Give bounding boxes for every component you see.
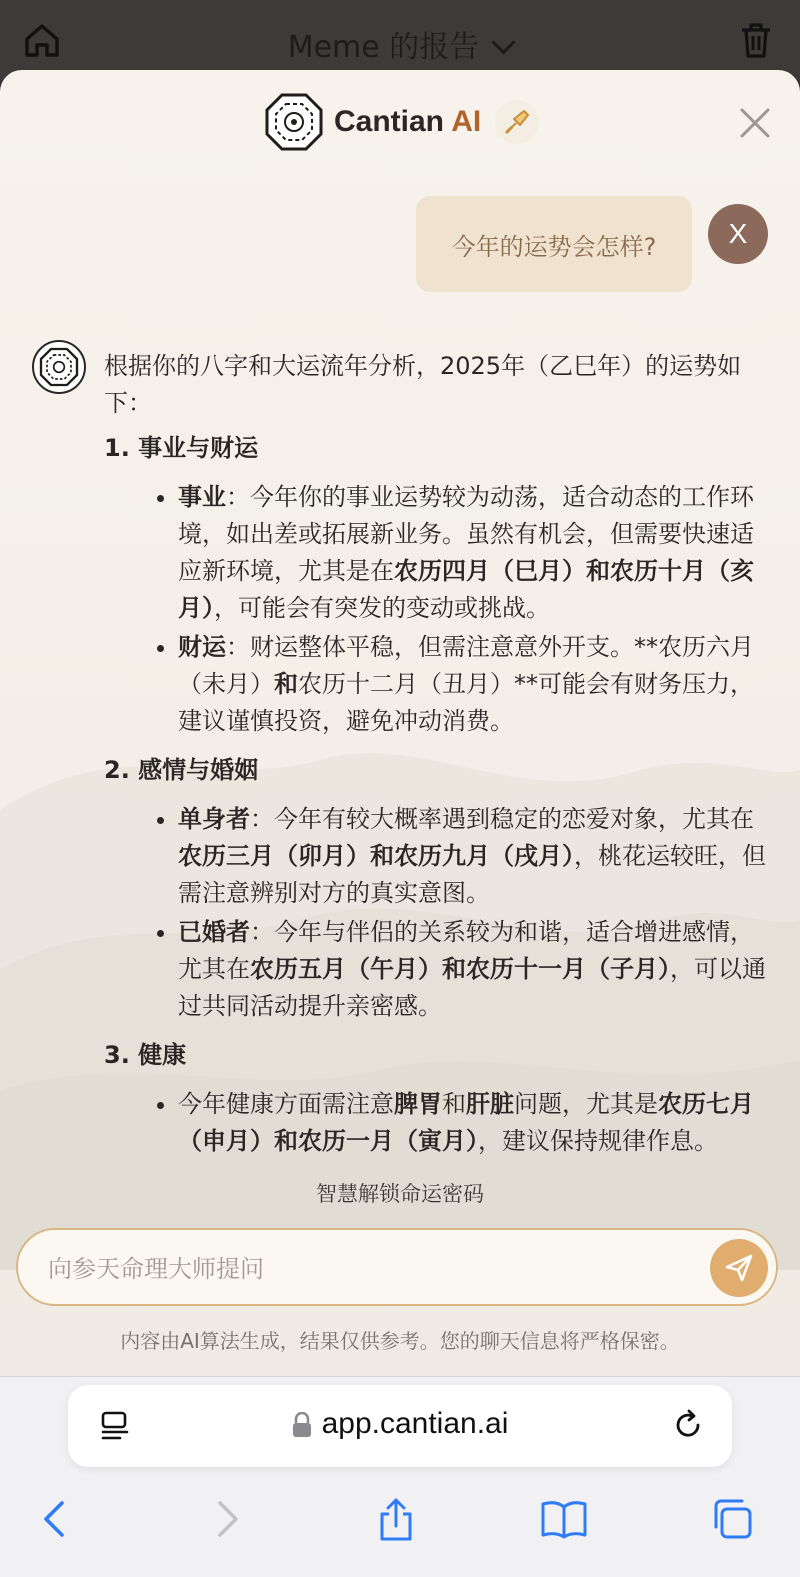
- brush-icon[interactable]: [495, 100, 539, 144]
- answer-bullet-list: [104, 801, 768, 1025]
- answer-intro: 根据你的八字和大运流年分析，2025年（乙巳年）的运势如下：: [104, 352, 742, 417]
- close-icon[interactable]: [738, 106, 772, 140]
- answer-section-heading: 1. 事业与财运: [104, 434, 259, 462]
- message-composer: [16, 1228, 778, 1306]
- answer-emphasis: 农历四月（巳月）和农历十月（亥月）: [178, 557, 754, 622]
- browser-toolbar: [0, 1376, 800, 1577]
- answer-text: ：今年与伴侣的关系较为和谐，适合增进感情，尤其在: [178, 918, 754, 983]
- url-text: app.cantian.ai: [321, 1407, 509, 1440]
- bookmarks-button[interactable]: [536, 1491, 592, 1547]
- report-title: Meme 的报告: [287, 30, 480, 65]
- answer-section-heading: 3. 健康: [104, 1041, 187, 1069]
- answer-bullet: [178, 479, 768, 627]
- answer-bullet: [178, 1086, 768, 1160]
- chevron-left-icon: [38, 1499, 70, 1539]
- answer-emphasis: 农历三月（卯月）和农历九月（戌月）: [178, 842, 574, 870]
- answer-bullet: [178, 629, 768, 740]
- answer-text: 农历十二月（丑月）**可能会有财务压力，建议谨慎投资，避免冲动消费。: [178, 670, 754, 735]
- assistant-avatar: [32, 340, 86, 394]
- answer-section-heading: 2. 感情与婚姻: [104, 756, 259, 784]
- share-icon: [376, 1496, 416, 1542]
- brand-suffix: AI: [451, 105, 482, 138]
- answer-text: ：今年有较大概率遇到稳定的恋爱对象，尤其在: [250, 805, 754, 833]
- chevron-right-icon: [212, 1499, 244, 1539]
- answer-text: ：今年你的事业运势较为动荡，适合动态的工作环境，如出差或拓展新业务。虽然有机会，但需要快速适应新环境，尤其是在: [178, 483, 754, 585]
- answer-text: ：财运整体平稳，但需注意意外开支。**农历六月（未月）: [178, 633, 754, 698]
- user-avatar[interactable]: [708, 204, 768, 264]
- user-message-bubble: [416, 196, 692, 292]
- brand-header: [264, 92, 539, 152]
- answer-emphasis: 财运: [178, 633, 226, 661]
- reload-icon[interactable]: [670, 1407, 706, 1443]
- share-button[interactable]: [368, 1491, 424, 1547]
- trash-icon[interactable]: [736, 20, 776, 60]
- assistant-answer: [104, 348, 768, 1164]
- url-display: [68, 1407, 732, 1441]
- answer-emphasis: 已婚者: [178, 918, 250, 946]
- answer-bullet-list: [104, 479, 768, 740]
- answer-text: ，可以通过共同活动提升亲密感。: [178, 955, 766, 1020]
- answer-emphasis: 肝脏: [466, 1090, 514, 1118]
- tabs-icon: [710, 1497, 754, 1541]
- answer-emphasis: 农历七月（申月）和农历一月（寅月）: [178, 1090, 754, 1155]
- answer-text: 和: [442, 1090, 466, 1118]
- app-header: [0, 0, 800, 80]
- avatar-letter: X: [728, 218, 748, 249]
- answer-emphasis: 农历五月（午月）和农历十一月（子月）: [250, 955, 670, 983]
- question-input[interactable]: [46, 1248, 690, 1290]
- brand-name: Cantian AI: [334, 105, 482, 138]
- answer-bullet-list: [104, 1086, 768, 1160]
- answer-text: 问题，尤其是: [514, 1090, 658, 1118]
- lock-icon: [292, 1412, 312, 1438]
- answer-emphasis: 单身者: [178, 805, 250, 833]
- browser-nav-row: [0, 1491, 800, 1551]
- answer-text: ，建议保持规律作息。: [478, 1127, 718, 1155]
- forward-button[interactable]: [200, 1491, 256, 1547]
- answer-bullet: [178, 801, 768, 912]
- chevron-down-icon: [492, 30, 516, 54]
- chat-sheet: [0, 70, 800, 1376]
- back-button[interactable]: [26, 1491, 82, 1547]
- answer-emphasis: 和: [274, 670, 298, 698]
- answer-text: 今年健康方面需注意: [178, 1090, 394, 1118]
- answer-text: ，桃花运较旺，但需注意辨别对方的真实意图。: [178, 842, 766, 907]
- composer-hint: 智慧解锁命运密码: [316, 1182, 484, 1206]
- report-selector[interactable]: [0, 22, 800, 66]
- answer-emphasis: 事业: [178, 483, 226, 511]
- answer-bullet: [178, 914, 768, 1025]
- bagua-logo-icon: [39, 347, 79, 387]
- book-icon: [540, 1499, 588, 1539]
- answer-emphasis: 脾胃: [394, 1090, 442, 1118]
- send-icon: [723, 1252, 755, 1284]
- user-message-text: 今年的运势会怎样?: [451, 232, 657, 261]
- disclaimer: 内容由AI算法生成，结果仅供参考。您的聊天信息将严格保密。: [120, 1329, 680, 1353]
- answer-text: ，可能会有突发的变动或挑战。: [214, 594, 550, 622]
- bagua-logo-icon: [264, 92, 324, 152]
- address-bar[interactable]: [68, 1385, 732, 1467]
- send-button[interactable]: [710, 1239, 768, 1297]
- tabs-button[interactable]: [704, 1491, 760, 1547]
